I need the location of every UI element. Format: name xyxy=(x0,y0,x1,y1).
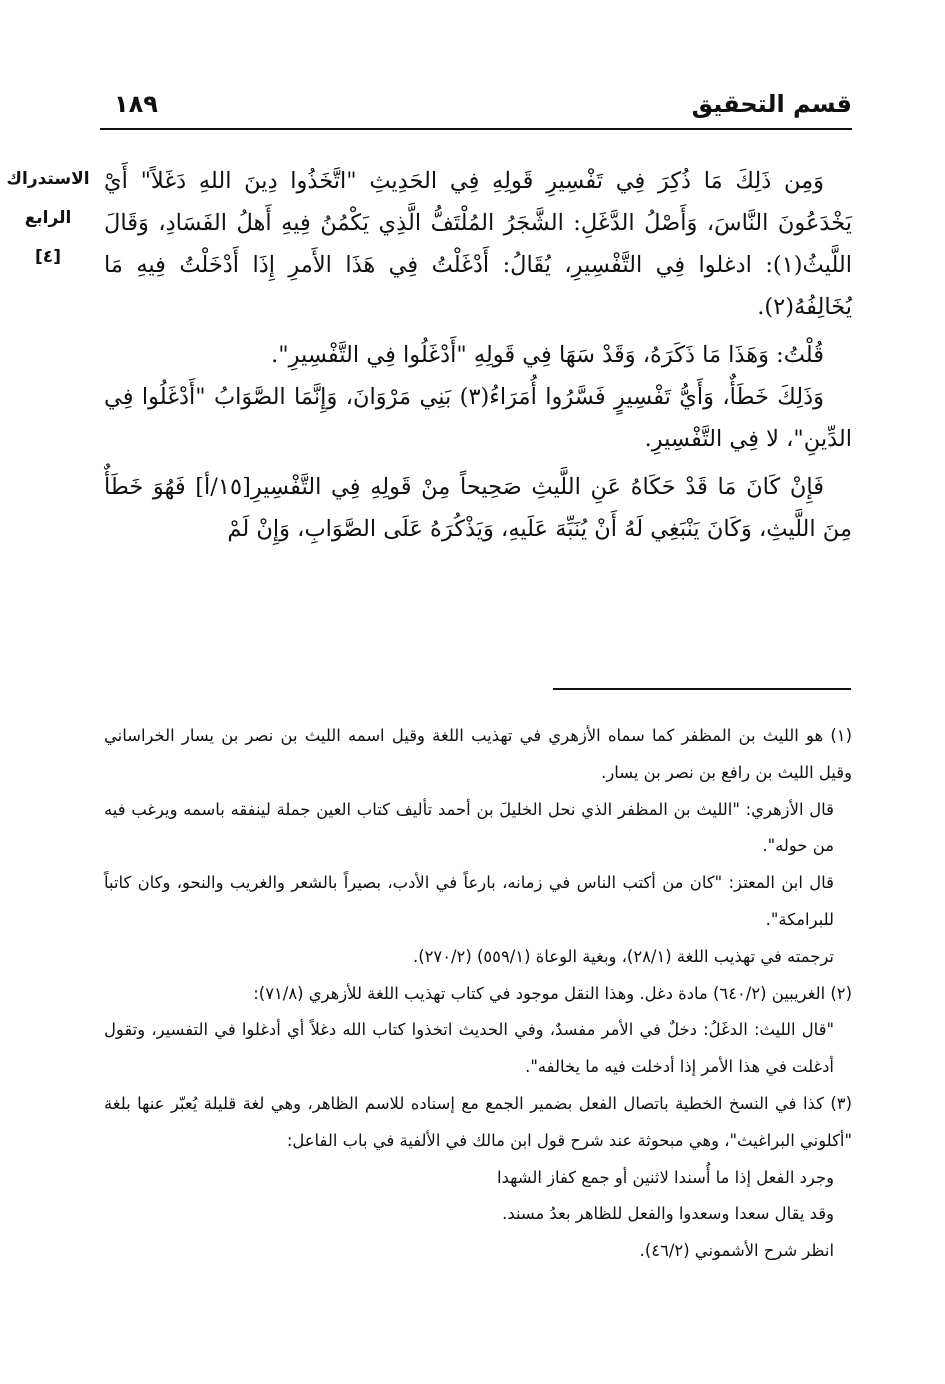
margin-note-line-2: الرابع xyxy=(24,208,72,228)
footnote-1-quote-azhari: قال الأزهري: "الليث بن المظفر الذي نحل الخليلَ بن أحمد تأليف كتاب العين جملة لينفقه باسمه ويرغب فيه من حوله". xyxy=(104,799,834,856)
margin-note xyxy=(6,160,90,277)
body-paragraph-4: فَإِنْ كَانَ مَا قَدْ حَكَاهُ عَنِ اللَّيثِ صَحِيحاً مِنْ قَولِهِ فِي التَّفْسِيرِ[١٥/أ] فَهُوَ خَطَأٌ مِنَ اللَّيثِ، وَكَانَ يَنْبَغِي لَهُ أَنْ يُنَبِّهَ عَلَيهِ، وَيَذْكُرَهُ عَلَى الصَّوَابِ، وَإِنْ لَمْ xyxy=(104,474,852,542)
body-paragraph-1: وَمِن ذَلِكَ مَا ذُكِرَ فِي تَفْسِيرِ قَولِهِ فِي الحَدِيثِ "اتَّخَذُوا دِينَ اللهِ دَغَلاً" أَيْ يَخْدَعُونَ النَّاسَ، وَأَصْلُ الدَّغَلِ: الشَّجَرُ المُلْتَفُّ الَّذِي يَكْمُنُ فِيهِ أَهلُ الفَسَادِ، وَقَالَ اللَّيثُ(١): ادغلوا فِي التَّفْسِيرِ، يُقَالُ: أَدْغَلْتُ فِي هَذَا الأَمرِ إِذَا أَدْخَلْتُ فِيهِ مَا يُخَالِفُهُ(٢). xyxy=(104,168,852,320)
margin-note-line-1: الاستدراك xyxy=(6,169,90,189)
main-text xyxy=(104,160,852,550)
footnote-3-text: (٣) كذا في النسخ الخطية باتصال الفعل بضمير الجمع مع إسناده للاسم الظاهر، وهي لغة قليلة يُعبّر عنها بلغة "أكلوني البراغيث"، وهي مبحوثة عند شرح قول ابن مالك في الألفية في باب الفاعل: xyxy=(104,1093,852,1150)
body-paragraph-3: وَذَلِكَ خَطَأٌ، وَأَيُّ تَفْسِيرٍ فَسَّرُوا أُمَرَاءُ(٣) بَنِي مَرْوَانَ، وَإِنَّمَا الصَّوَابُ "أَدْغَلُوا فِي الدِّينِ"، لا فِي التَّفْسِيرِ. xyxy=(104,384,852,452)
section-title: قسم التحقيق xyxy=(691,90,852,118)
footnote-1-quote-ibn-mutazz: قال ابن المعتز: "كان من أكتب الناس في زمانه، بارعاً في الأدب، بصيراً بالشعر والغريب والنحو، وكان كاتباً للبرامكة". xyxy=(104,873,834,929)
footnote-1-references: ترجمته في تهذيب اللغة (٢٨/١)، وبغية الوعاة (٥٥٩/١) (٢٧٠/٢). xyxy=(413,946,834,966)
margin-note-line-3: [٤] xyxy=(35,247,61,267)
footnotes xyxy=(104,718,852,1270)
footnote-divider xyxy=(553,688,851,690)
footnote-2-text: (٢) الغريبين (٦٤٠/٢) مادة دغل. وهذا النقل موجود في كتاب تهذيب اللغة للأزهري (٧١/٨): xyxy=(253,983,852,1003)
footnote-3-verse-1: وجرد الفعل إذا ما أُسندا لاثنين أو جمع كفاز الشهدا xyxy=(497,1167,834,1187)
footnote-2-quote: "قال الليث: الدغَلُ: دخلٌ في الأمر مفسدٌ، وفي الحديث اتخذوا كتاب الله دغلاً أي أدغلوا في التفسير، وتقول أدغلت في هذا الأمر إذا أدخلت فيه ما يخالفه". xyxy=(104,1020,834,1077)
page-header xyxy=(100,88,852,130)
footnote-3-verse-2: وقد يقال سعدا وسعدوا والفعل للظاهر بعدُ مسند. xyxy=(502,1204,834,1224)
body-paragraph-2: قُلْتُ: وَهَذَا مَا ذَكَرَهُ، وَقَدْ سَهَا فِي قَولِهِ "أَدْغَلُوا فِي التَّفْسِيرِ". xyxy=(271,342,824,368)
footnote-3-reference: انظر شرح الأشموني (٤٦/٢). xyxy=(639,1241,834,1261)
footnote-1-text: (١) هو الليث بن المظفر كما سماه الأزهري في تهذيب اللغة وقيل اسمه الليث بن نصر بن يسار الخراساني وقيل الليث بن رافع بن نصر بن يسار. xyxy=(104,726,852,782)
page-number: ١٨٩ xyxy=(114,90,158,118)
